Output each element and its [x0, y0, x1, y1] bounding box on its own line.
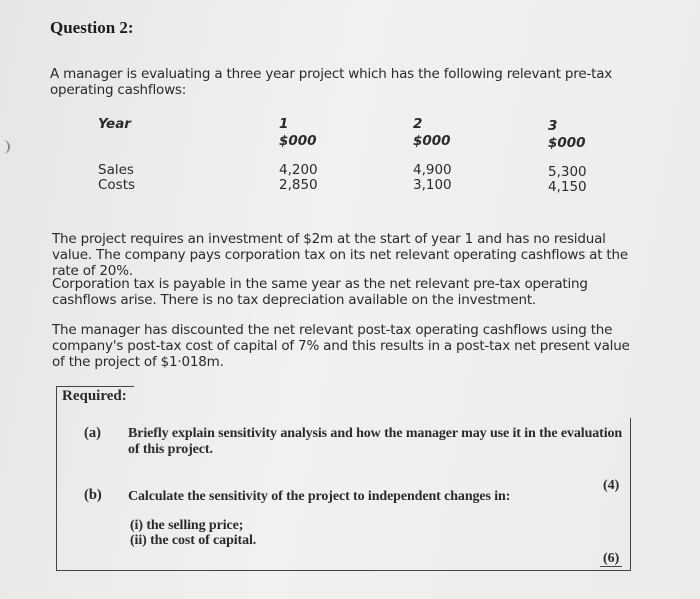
table-year-label: Year — [98, 116, 131, 132]
required-label: Required: — [62, 388, 127, 404]
row-label-sales: Sales — [98, 162, 134, 178]
cell-sales-3: 5,300 — [548, 164, 587, 180]
col-unit-2: $000 — [413, 133, 451, 149]
part-b-text: Calculate the sensitivity of the project to independent changes in: — [128, 489, 511, 504]
col-unit-1: $000 — [279, 133, 317, 149]
cell-sales-1: 4,200 — [279, 162, 318, 178]
cell-costs-3: 4,150 — [548, 179, 587, 195]
question-intro: A manager is evaluating a three year project which has the following relevant pre-tax operating cashflows: — [50, 66, 613, 98]
row-label-costs: Costs — [98, 177, 136, 193]
page-edge-mark — [0, 140, 10, 154]
part-a-letter: (a) — [84, 425, 101, 441]
cell-sales-2: 4,900 — [413, 162, 452, 178]
paragraph-npv: The manager has discounted the net relevant post-tax operating cashflows using the company's post-tax cost of capital of 7% and this results in a post-tax net present value of the project of $1·018m. — [52, 322, 630, 370]
part-a-marks: (4) — [603, 478, 620, 493]
paragraph-investment: The project requires an investment of $2m at the start of year 1 and has no residual value. The company pays corporation tax on its net relevant operating cashflows at the rate of 20%. — [52, 231, 628, 279]
cell-costs-1: 2,850 — [279, 177, 318, 193]
col-year-1: 1 — [279, 116, 289, 132]
col-year-3: 3 — [548, 118, 558, 134]
part-b-marks-value: (6) — [600, 551, 622, 567]
cell-costs-2: 3,100 — [413, 177, 452, 193]
part-b-letter: (b) — [84, 487, 102, 503]
col-unit-3: $000 — [548, 135, 586, 151]
question-title: Question 2: — [50, 18, 134, 37]
part-b-sub-i: (i) the selling price; — [130, 518, 244, 533]
required-box-right-border — [630, 418, 631, 570]
col-year-2: 2 — [413, 116, 423, 132]
part-b-sub-ii: (ii) the cost of capital. — [130, 533, 257, 548]
part-a-text: Briefly explain sensitivity analysis and how the manager may use it in the evaluation of this project. — [128, 426, 623, 457]
paragraph-tax: Corporation tax is payable in the same year as the net relevant pre-tax operating cashflows arise. There is no tax depreciation available on the investment. — [52, 276, 588, 308]
part-b-marks — [600, 551, 622, 567]
required-box-top-border — [56, 386, 134, 387]
